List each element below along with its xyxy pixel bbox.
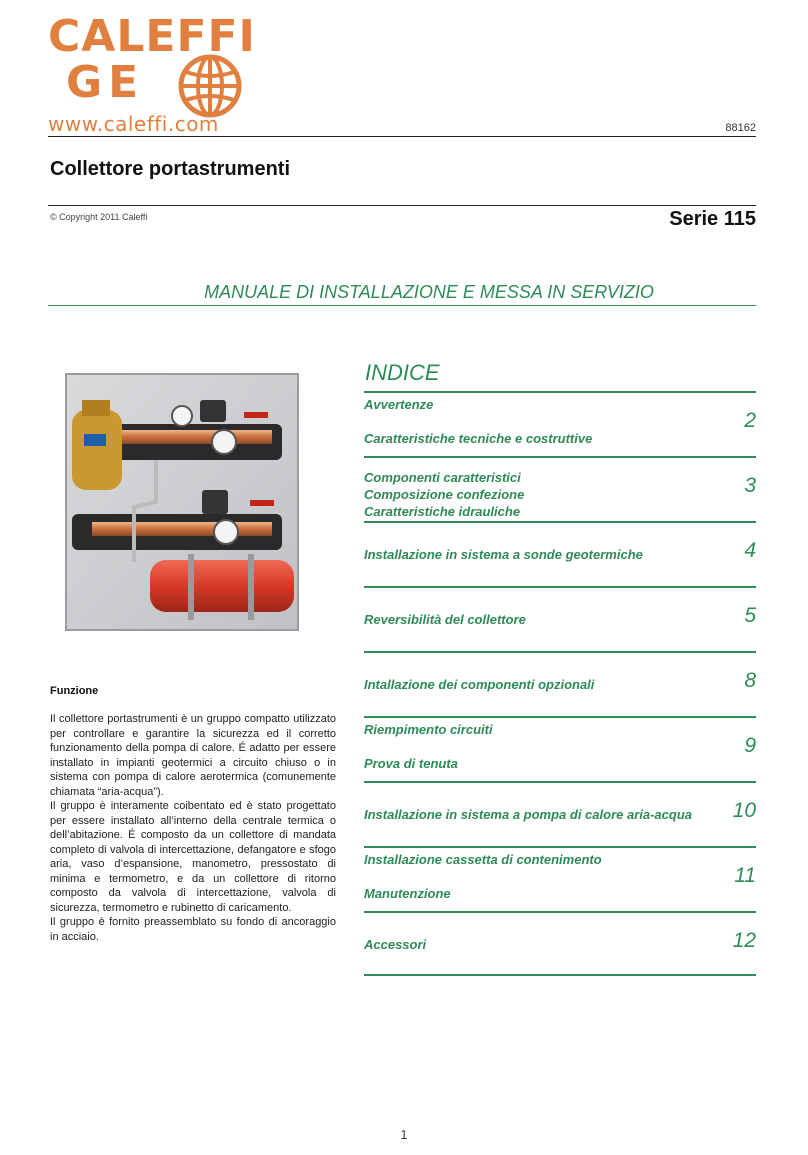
toc-entry-page: 12 — [732, 929, 756, 952]
toc-entry-page: 10 — [732, 799, 756, 822]
document-number: 88162 — [725, 122, 756, 134]
manual-title: MANUALE DI INSTALLAZIONE E MESSA IN SERVIZIO — [204, 282, 654, 302]
toc-entry-label: Prova di tenuta — [364, 756, 458, 771]
product-photo — [64, 372, 302, 634]
toc-entry[interactable] — [364, 911, 756, 976]
table-of-contents — [364, 391, 756, 976]
logo-text-geo: GE — [66, 57, 145, 108]
index-title: INDICE — [365, 360, 440, 385]
toc-entry[interactable] — [364, 521, 756, 586]
toc-entry-page: 8 — [744, 669, 756, 692]
toc-entry-label: Composizione confezione — [364, 487, 525, 502]
toc-entry[interactable] — [364, 716, 756, 781]
globe-icon — [178, 54, 242, 118]
copyright-notice: © Copyright 2011 Caleffi — [50, 212, 148, 222]
toc-entry-label: Caratteristiche tecniche e costruttive — [364, 431, 593, 446]
toc-entry-label: Installazione in sistema a pompa di calore aria-acqua — [364, 807, 693, 822]
toc-entry-label: Intallazione dei componenti opzionali — [364, 677, 595, 692]
toc-entry-page: 9 — [744, 734, 756, 757]
funzione-paragraph: Il collettore portastrumenti è un gruppo compatto utilizzato per controllare e garantire la sicurezza ed il corretto funzionamento della pompa di calore. É adatto per essere installato in impianti geotermici a circuito chiuso o in sistema con pompa di calore aerotermica (comunemente chiamata “aria-acqua”). — [50, 713, 336, 798]
toc-entry[interactable] — [364, 846, 756, 911]
series-label: Serie 115 — [669, 208, 756, 230]
toc-entry-label: Manutenzione — [364, 886, 451, 901]
funzione-paragraph: Il gruppo è interamente coibentato ed è stato progettato per essere installato all’interno della centrale termica o dell’abitazione. É composto da un collettore di mandata completo di valvola di intercettazione, defangatore e sfogo aria, vaso d’espansione, manometro, pressostato di minima e termometro, e da un collettore di ritorno composto da valvola di intercettazione, valvola di sicurezza, termometro e rubinetto di caricamento. — [50, 800, 336, 914]
funzione-text — [50, 712, 336, 944]
toc-entry-label: Caratteristiche idrauliche — [364, 504, 521, 519]
toc-entry-label: Installazione cassetta di contenimento — [364, 852, 602, 867]
toc-entry[interactable] — [364, 456, 756, 521]
funzione-paragraph: Il gruppo è fornito preassemblato su fondo di ancoraggio in acciaio. — [50, 916, 336, 943]
manual-title-divider — [48, 305, 756, 306]
toc-entry[interactable] — [364, 651, 756, 716]
toc-entry-label: Componenti caratteristici — [364, 470, 521, 485]
website-link[interactable]: www.caleffi.com — [48, 112, 219, 136]
caleffi-geo-logo — [48, 11, 256, 114]
title-divider — [48, 205, 756, 206]
toc-entry-page: 11 — [734, 864, 756, 887]
page-title: Collettore portastrumenti — [50, 158, 291, 180]
toc-entry-page: 5 — [744, 604, 756, 627]
toc-entry-label: Riempimento circuiti — [364, 722, 493, 737]
toc-entry[interactable] — [364, 586, 756, 651]
toc-entry[interactable] — [364, 781, 756, 846]
toc-entry-label: Reversibilità del collettore — [364, 612, 526, 627]
toc-entry-page: 2 — [744, 409, 756, 432]
toc-entry-page: 4 — [744, 539, 756, 562]
toc-entry-label: Avvertenze — [364, 397, 434, 412]
page-number: 1 — [400, 1127, 408, 1142]
toc-entry-label: Accessori — [364, 937, 427, 952]
toc-entry-page: 3 — [744, 474, 756, 497]
toc-entry-label: Installazione in sistema a sonde geotermiche — [364, 547, 643, 562]
toc-entry[interactable] — [364, 391, 756, 456]
funzione-heading: Funzione — [50, 685, 99, 697]
header-divider — [48, 136, 756, 137]
logo-text-caleffi: CALEFFI — [48, 11, 256, 62]
